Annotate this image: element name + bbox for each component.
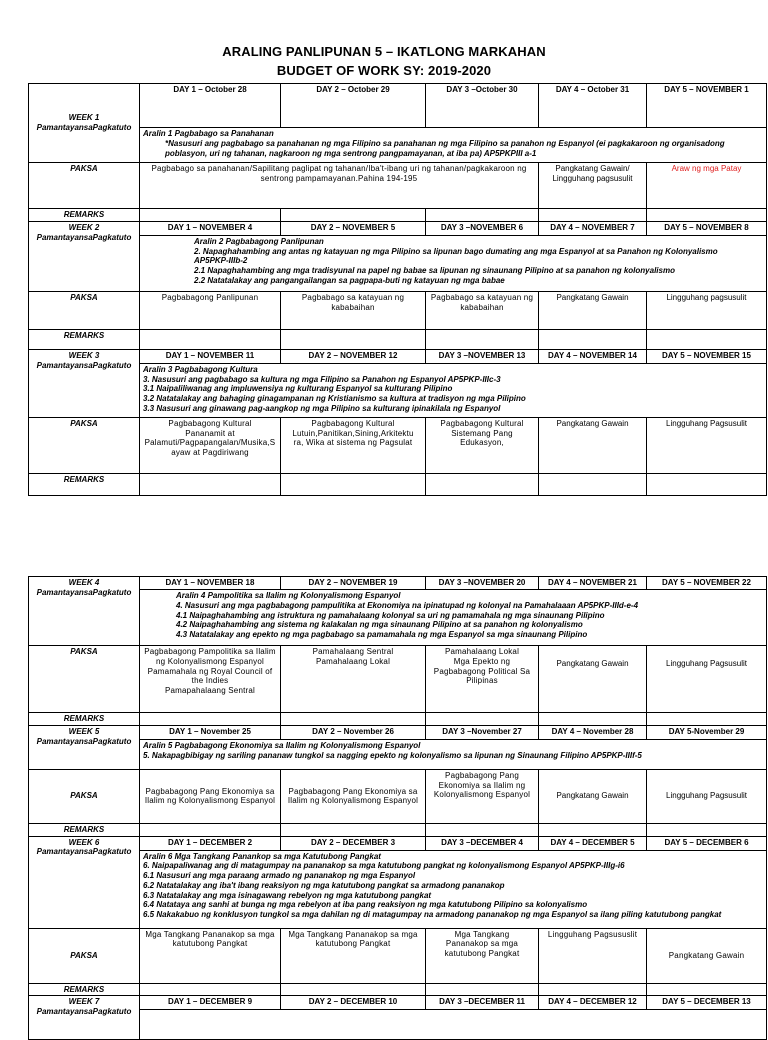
week-label: WEEK 7 <box>68 997 100 1007</box>
objective-line: 4.1 Naipaghahambing ang istruktura ng pamahalaang kolonyal sa uri ng pamamahala ng mga sinaunang Pilipino <box>176 610 605 620</box>
paksa-cell: Lingguhang pagsusulit <box>647 291 767 329</box>
paksa-label: PAKSA <box>29 928 140 983</box>
paksa-line: Pamahalaang Sentral <box>312 647 394 656</box>
paksa-label: PAKSA <box>29 769 140 823</box>
week-3-label-cell <box>29 349 140 417</box>
paksa-cell <box>281 646 426 713</box>
week-5-day-row <box>29 725 767 739</box>
objective-line: 3.1 Naipaliliwanag ang impluwensiya ng kulturang Espanyol sa kulturang Pilipino <box>143 384 453 394</box>
week-label: WEEK 3 <box>68 350 100 360</box>
day-header: DAY 5 – NOVEMBER 22 <box>647 577 767 590</box>
document-title: ARALING PANLIPUNAN 5 – IKATLONG MARKAHAN <box>222 44 546 59</box>
objective-line: Aralin 2 Pagbabagong Panlipunan <box>194 236 324 246</box>
objective-line: 6.2 Natatalakay ang iba't ibang reaksiyon ng mga katutubong pangkat sa armadong pananakop <box>143 880 505 890</box>
paksa-cell: Pangkatang Gawain <box>539 769 647 823</box>
remarks-label: REMARKS <box>29 209 140 222</box>
day-header: DAY 5-November 29 <box>647 725 767 739</box>
week-label: WEEK 4 <box>68 578 100 587</box>
week-6-paksa-row <box>29 928 767 983</box>
pamantayan-label: PamantayansaPagkatuto <box>36 587 132 597</box>
remarks-cell <box>426 209 539 222</box>
week-label: WEEK 2 <box>68 222 100 232</box>
paksa-line: Sistemang Pang <box>451 428 513 438</box>
week-1-paksa-row <box>29 163 767 209</box>
week-3-objectives-row <box>29 363 767 417</box>
day-header: DAY 5 – DECEMBER 13 <box>647 996 767 1010</box>
paksa-line: Pagbabago sa katayuan ng <box>301 292 405 302</box>
paksa-line: Pananamit at <box>185 428 235 438</box>
paksa-line: kababaihan <box>331 302 375 312</box>
document-subtitle: BUDGET OF WORK SY: 2019-2020 <box>276 63 492 78</box>
day-header: DAY 3 –DECEMBER 11 <box>426 996 539 1010</box>
objective-line: Aralin 3 Pagbabagong Kultura <box>143 364 258 374</box>
day-header: DAY 3 –November 27 <box>426 725 539 739</box>
remarks-cell <box>140 329 281 349</box>
day-header: DAY 5 – DECEMBER 6 <box>647 836 767 850</box>
day-header: DAY 3 –NOVEMBER 20 <box>426 577 539 590</box>
paksa-line: Pagbabagong Pang Ekonomiya sa <box>145 786 275 796</box>
paksa-line: Pagbabagong Panlipunan <box>161 292 259 302</box>
week-6-remarks-row <box>29 983 767 996</box>
paksa-line: Edukasyon, <box>460 438 504 448</box>
remarks-cell <box>539 329 647 349</box>
paksa-line: Pilipinas <box>466 676 498 686</box>
paksa-line: kababaihan <box>460 302 504 312</box>
learning-objectives <box>140 1010 767 1040</box>
objective-line: 4.3 Natatalakay ang epekto ng mga pagbabago sa pamamahala ng mga Espanyol sa mga sinaunang Pilipino <box>176 630 588 639</box>
week-1-label-cell <box>29 84 140 163</box>
week-2-paksa-row <box>29 291 767 329</box>
day-header: DAY 1 – October 28 <box>140 84 281 128</box>
objective-line: 2. Napaghahambing ang antas ng katayuan ng mga Pilipino sa lipunan bago dumating ang mga Espanyol at sa Panahon ng Kolonyalismo <box>194 246 718 256</box>
paksa-line: Pagbabagong Pampolitika sa Ilalim <box>144 647 276 656</box>
paksa-label: PAKSA <box>29 417 140 473</box>
paksa-line: Pangkatang Gawain/ <box>555 164 630 173</box>
week-2-remarks-row <box>29 329 767 349</box>
remarks-label: REMARKS <box>29 329 140 349</box>
day-header: DAY 5 – NOVEMBER 1 <box>647 84 767 128</box>
week-2-objectives-row <box>29 235 767 291</box>
day-header: DAY 2 – November 26 <box>281 725 426 739</box>
objective-line: 6.3 Natatalakay ang mga isinagawang rebelyon ng mga katutubong pangkat <box>143 890 432 900</box>
remarks-label: REMARKS <box>29 983 140 996</box>
day-header: DAY 2 – NOVEMBER 12 <box>281 349 426 363</box>
week-2-day-row <box>29 221 767 235</box>
day-header: DAY 1 – NOVEMBER 11 <box>140 349 281 363</box>
remarks-cell <box>281 209 426 222</box>
remarks-cell <box>281 983 426 996</box>
paksa-line: Kolonyalismong Espanyol <box>433 790 531 800</box>
day-header: DAY 4 – October 31 <box>539 84 647 128</box>
day-header: DAY 2 – NOVEMBER 5 <box>281 221 426 235</box>
paksa-line: ra, Wika at sistema ng Pagsulat <box>293 438 413 448</box>
paksa-cell: Lingguhang Pagsusulit <box>647 769 767 823</box>
paksa-cell <box>140 163 539 209</box>
learning-objectives <box>140 739 767 769</box>
day-header: DAY 1 – November 25 <box>140 725 281 739</box>
week-label: WEEK 1 <box>68 113 100 123</box>
objective-line: 4.2 Naipaghahambing ang sistema ng kalakalan ng mga sinaunang Pilipino at sa panahon ng kolonyalismo <box>176 620 583 630</box>
paksa-cell <box>281 417 426 473</box>
day-header: DAY 5 – NOVEMBER 8 <box>647 221 767 235</box>
paksa-cell <box>281 291 426 329</box>
week-3-remarks-row <box>29 473 767 495</box>
week-1-remarks-row <box>29 209 767 222</box>
paksa-line: Pagbabagong Kultural <box>311 418 395 428</box>
paksa-line: Lutuin,Panitikan,Sining,Arkitektu <box>292 428 414 438</box>
week-3-paksa-row <box>29 417 767 473</box>
day-header: DAY 2 – NOVEMBER 19 <box>281 577 426 590</box>
week-1-objectives-row <box>29 128 767 163</box>
remarks-cell <box>539 209 647 222</box>
remarks-label: REMARKS <box>29 713 140 726</box>
day-header: DAY 1 – NOVEMBER 4 <box>140 221 281 235</box>
paksa-cell <box>426 769 539 823</box>
week-7-day-row <box>29 996 767 1010</box>
learning-objectives <box>140 850 767 928</box>
week-4-paksa-row <box>29 646 767 713</box>
remarks-cell <box>539 713 647 726</box>
remarks-cell <box>281 329 426 349</box>
paksa-line: Pagbabagong Pang Ekonomiya sa <box>288 786 418 796</box>
paksa-cell <box>281 769 426 823</box>
remarks-cell <box>647 823 767 836</box>
objective-line: AP5PKP-IIIb-2 <box>194 256 248 266</box>
objective-line: Aralin 5 Pagbabagong Ekonomiya sa Ilalim ng Kolonyalismong Espanyol <box>143 740 421 750</box>
day-header: DAY 1 – DECEMBER 9 <box>140 996 281 1010</box>
day-header: DAY 5 – NOVEMBER 15 <box>647 349 767 363</box>
paksa-line: Pagbabagong Kultural <box>168 418 252 428</box>
remarks-cell <box>426 983 539 996</box>
objective-line: Aralin 4 Pampolitika sa Ilalim ng Kolonyalismong Espanyol <box>176 591 401 600</box>
paksa-line: Ilalim ng Kolonyalismong Espanyol <box>287 796 419 806</box>
pamantayan-label: PamantayansaPagkatuto <box>36 360 132 370</box>
paksa-cell <box>140 291 281 329</box>
paksa-line: Pagbabago sa katayuan ng <box>430 292 534 302</box>
objective-line: 6.5 Nakakabuo ng konklusyon tungkol sa mga dahilan ng di matagumpay na armadong pananakop ng mga Espanyol sa ilang piling katutubong pangkat <box>143 910 722 919</box>
day-header: DAY 2 – DECEMBER 10 <box>281 996 426 1010</box>
paksa-cell <box>539 163 647 209</box>
day-header: DAY 4 – NOVEMBER 7 <box>539 221 647 235</box>
remarks-cell <box>647 209 767 222</box>
paksa-line: katutubong Pangkat <box>172 939 248 949</box>
learning-objectives <box>140 363 767 417</box>
learning-objectives <box>140 235 767 291</box>
pamantayan-label: PamantayansaPagkatuto <box>36 1007 132 1016</box>
remarks-cell <box>140 823 281 836</box>
paksa-cell <box>140 417 281 473</box>
day-header: DAY 4 – NOVEMBER 21 <box>539 577 647 590</box>
remarks-cell <box>140 983 281 996</box>
paksa-line: Pagbabago sa panahanan/Sapilitang paglipat ng tahanan/Iba't-ibang uri ng tahanan/pagkakaroon ng <box>151 164 527 173</box>
week-6-day-row <box>29 836 767 850</box>
paksa-line: Pamapahalaang Sentral <box>164 686 256 695</box>
week-5-paksa-row <box>29 769 767 823</box>
week-4-objectives-row <box>29 590 767 646</box>
paksa-cell <box>281 928 426 983</box>
day-header: DAY 3 –NOVEMBER 13 <box>426 349 539 363</box>
week-7-label-cell <box>29 996 140 1040</box>
paksa-line: Mga Epekto ng <box>453 656 511 666</box>
week-3-day-row <box>29 349 767 363</box>
paksa-cell <box>140 646 281 713</box>
paksa-line: ng Kolonyalismong Espanyol <box>156 656 264 666</box>
paksa-cell: Lingguhang Pagsusulit <box>647 417 767 473</box>
day-header: DAY 3 –NOVEMBER 6 <box>426 221 539 235</box>
objective-line: Aralin 6 Mga Tangkang Panankop sa mga Katutubong Pangkat <box>143 851 381 861</box>
objective-line: 6. Naipapaliwanag ang di matagumpay na pananakop sa mga katutubong pangkat ng kolonyalismong Espanyol AP5PKP-IIIg-i6 <box>143 861 625 871</box>
paksa-line: the Indies <box>191 676 229 686</box>
holiday-note: Araw ng mga Patay <box>647 163 767 209</box>
paksa-cell: Pangkatang Gawain <box>647 928 767 983</box>
remarks-cell <box>281 823 426 836</box>
remarks-cell <box>539 473 647 495</box>
week-5-label-cell <box>29 725 140 769</box>
paksa-line: Lingguhang pagsusulit <box>552 173 633 183</box>
pamantayan-label: PamantayansaPagkatuto <box>36 123 132 132</box>
remarks-cell <box>140 713 281 726</box>
learning-objectives <box>140 128 767 163</box>
day-header: DAY 3 –DECEMBER 4 <box>426 836 539 850</box>
budget-table-page-1 <box>28 83 767 496</box>
paksa-cell <box>426 417 539 473</box>
paksa-cell: Lingguhang Pagsususlit <box>539 928 647 983</box>
learning-objectives <box>140 590 767 646</box>
objective-line: 3.2 Natatalakay ang bahaging ginagampanan ng Kristianismo sa kultura at tradisyon ng mga Pilipino <box>143 394 526 403</box>
week-6-label-cell <box>29 836 140 928</box>
remarks-cell <box>647 329 767 349</box>
remarks-cell <box>539 823 647 836</box>
week-label: WEEK 5 <box>68 726 100 736</box>
paksa-line: Mga Tangkang <box>454 929 510 939</box>
week-5-objectives-row <box>29 739 767 769</box>
day-header: DAY 4 – November 28 <box>539 725 647 739</box>
week-2-label-cell <box>29 221 140 291</box>
remarks-cell <box>426 823 539 836</box>
paksa-line: Pamahalaang Lokal <box>444 647 520 656</box>
day-header: DAY 1 – DECEMBER 2 <box>140 836 281 850</box>
week-4-remarks-row <box>29 713 767 726</box>
paksa-cell: Lingguhang Pagsusulit <box>647 646 767 713</box>
paksa-line: Pamahalaang Lokal <box>315 656 391 666</box>
objective-line: 6.1 Nasusuri ang mga paraang armado ng pananakop ng mga Espanyol <box>143 871 416 880</box>
remarks-cell <box>647 983 767 996</box>
week-4-day-row <box>29 577 767 590</box>
paksa-cell <box>426 646 539 713</box>
day-header: DAY 2 – DECEMBER 3 <box>281 836 426 850</box>
objective-line: 2.1 Napaghahambing ang mga tradisyunal na papel ng babae sa lipunan ng sinaunang Pilipino at sa panahon ng kolonyalismo <box>194 266 675 275</box>
remarks-label: REMARKS <box>29 473 140 495</box>
paksa-line: katutubong Pangkat <box>444 949 520 958</box>
week-1-day-row <box>29 84 767 128</box>
day-header: DAY 2 – October 29 <box>281 84 426 128</box>
paksa-line: Ekonomiya sa Ilalim ng <box>438 780 526 790</box>
paksa-line: katutubong Pangkat <box>315 939 391 949</box>
day-header: DAY 1 – NOVEMBER 18 <box>140 577 281 590</box>
day-header: DAY 4 – NOVEMBER 14 <box>539 349 647 363</box>
objective-line: *Nasusuri ang pagbabago sa panahanan ng mga Filipino sa panahanan ng mga Filipino sa panahon ng Espanyol (ei pagkakaroon ng organisadong <box>165 138 725 148</box>
paksa-line: Pagbabagong Pang <box>445 770 519 780</box>
paksa-cell: Pangkatang Gawain <box>539 291 647 329</box>
remarks-cell <box>140 209 281 222</box>
paksa-cell <box>140 928 281 983</box>
paksa-line: Mga Tangkang Pananakop sa mga <box>288 929 418 939</box>
paksa-line: Pagbabagong Political Sa <box>433 666 531 676</box>
objective-line: 6.4 Natataya ang sanhi at bunga ng mga rebelyon at iba pang reaksiyon ng mga katutubong Pilipino sa kolonyalismo <box>143 900 588 910</box>
objective-line: 2.2 Natatalakay ang pangangailangan sa pagpapa-buti ng katayuan ng mga babae <box>194 275 505 285</box>
paksa-cell: Pangkatang Gawain <box>539 417 647 473</box>
paksa-line: Pananakop sa mga <box>445 939 519 949</box>
week-6-objectives-row <box>29 850 767 928</box>
paksa-label: PAKSA <box>29 646 140 713</box>
paksa-label: PAKSA <box>29 291 140 329</box>
paksa-line: Pagbabagong Kultural <box>440 418 524 428</box>
remarks-cell <box>426 713 539 726</box>
remarks-cell <box>647 473 767 495</box>
paksa-line: ayaw at Pagdiriwang <box>171 448 249 457</box>
remarks-label: REMARKS <box>29 823 140 836</box>
remarks-cell <box>539 983 647 996</box>
week-label: WEEK 6 <box>68 837 100 847</box>
remarks-cell <box>281 473 426 495</box>
paksa-cell <box>426 291 539 329</box>
paksa-cell <box>140 769 281 823</box>
objective-line: poblasyon, uri ng tahanan, nagkaroon ng mga sentrong pangpamayanan, at iba pa) AP5PKPIII a-1 <box>165 148 537 158</box>
week-4-label-cell <box>29 577 140 646</box>
budget-table-page-2 <box>28 576 767 1040</box>
paksa-cell <box>426 928 539 983</box>
remarks-cell <box>140 473 281 495</box>
pamantayan-label: PamantayansaPagkatuto <box>36 847 132 857</box>
paksa-label: PAKSA <box>29 163 140 209</box>
objective-line: 5. Nakapagbibigay ng sariling pananaw tungkol sa nagging epekto ng kolonyalismo sa lipunan ng Sinaunang Filipino AP5PKP-IIIf-5 <box>143 750 642 760</box>
paksa-line: Palamuti/Pagpapangalan/Musika,S <box>144 438 276 448</box>
paksa-line: Mga Tangkang Pananakop sa mga <box>145 929 275 939</box>
week-7-objectives-row <box>29 1010 767 1040</box>
objective-line: 4. Nasusuri ang mga pagbabagong pampulitika at Ekonomiya na ipinatupad ng kolonyal na Pamahalaaan AP5PKP-IIId-e-4 <box>176 600 639 610</box>
objective-line: 3.3 Nasusuri ang ginawang pag-aangkop ng mga Pilipino sa kulturang ipinakilala ng Espanyol <box>143 403 501 413</box>
remarks-cell <box>281 713 426 726</box>
remarks-cell <box>426 329 539 349</box>
objective-line: 3. Nasusuri ang pagbabago sa kultura ng mga Filipino sa Panahon ng Espanyol AP5PKP-IIIc-3 <box>143 374 501 384</box>
day-header: DAY 4 – DECEMBER 5 <box>539 836 647 850</box>
remarks-cell <box>426 473 539 495</box>
pamantayan-label: PamantayansaPagkatuto <box>36 232 132 242</box>
paksa-cell: Pangkatang Gawain <box>539 646 647 713</box>
paksa-line: Pamamahala ng Royal Council of <box>147 666 273 676</box>
pamantayan-label: PamantayansaPagkatuto <box>36 736 132 746</box>
week-5-remarks-row <box>29 823 767 836</box>
day-header: DAY 3 –October 30 <box>426 84 539 128</box>
remarks-cell <box>647 713 767 726</box>
paksa-line: Ilalim ng Kolonyalismong Espanyol <box>144 796 276 806</box>
objective-line: Aralin 1 Pagbabago sa Panahanan <box>143 129 274 138</box>
day-header: DAY 4 – DECEMBER 12 <box>539 996 647 1010</box>
paksa-line: sentrong pampamayanan.Pahina 194-195 <box>260 173 418 183</box>
